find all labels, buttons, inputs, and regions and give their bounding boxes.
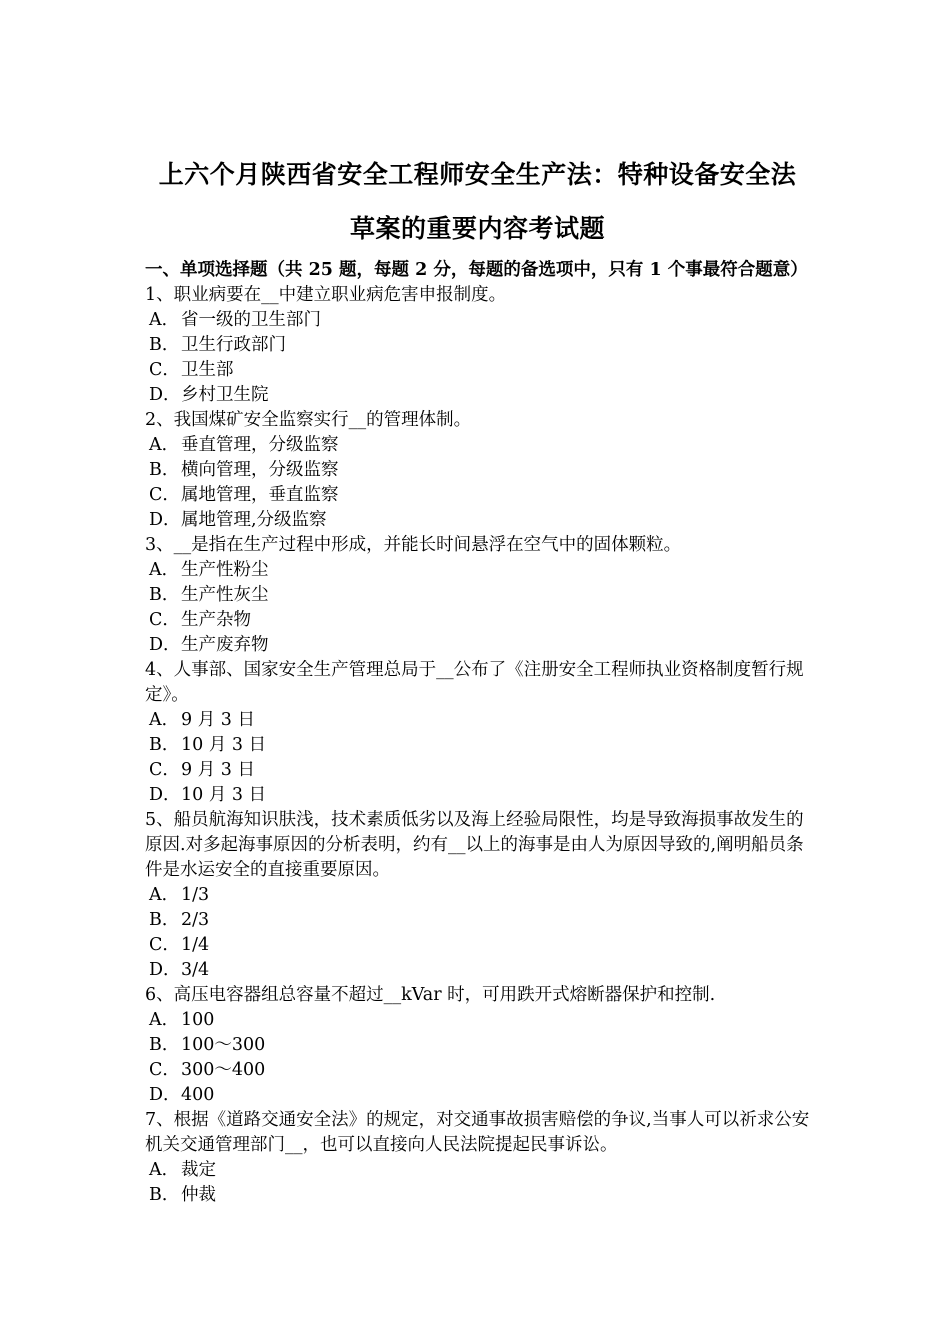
question-block [145,533,810,658]
option-letter: C． [149,485,180,505]
option-letter: A． [149,310,180,330]
option-text: 1/3 [181,885,210,905]
answer-option [145,383,810,408]
option-letter: A． [149,560,180,580]
option-letter: B． [149,735,180,755]
option-text: 400 [181,1085,215,1105]
option-text: 10 月 3 日 [181,785,267,805]
option-text: 乡村卫生院 [181,385,269,405]
answer-option [145,1058,810,1083]
option-text: 300～400 [181,1060,266,1080]
question-text: 1、职业病要在__中建立职业病危害申报制度。 [145,285,507,305]
option-text: 垂直管理，分级监察 [181,435,339,455]
answer-option [145,1008,810,1033]
document-page [145,148,810,1208]
answer-option [145,483,810,508]
option-text: 2/3 [181,910,210,930]
option-letter: C． [149,1060,180,1080]
answer-option [145,708,810,733]
option-text: 1/4 [181,935,210,955]
option-text: 裁定 [181,1160,216,1180]
option-text: 生产性粉尘 [181,560,269,580]
question-block [145,408,810,533]
option-letter: A． [149,885,180,905]
option-letter: A． [149,710,180,730]
option-letter: A． [149,1010,180,1030]
question-list [145,283,810,1208]
question-text: 7、根据《道路交通安全法》的规定，对交通事故损害赔偿的争议,当事人可以祈求公安机关交通管理部门__，也可以直接向人民法院提起民事诉讼。 [145,1110,810,1155]
option-letter: B． [149,1185,180,1205]
answer-option [145,508,810,533]
question-text: 6、高压电容器组总容量不超过__kVar 时，可用跌开式熔断器保护和控制. [145,985,716,1005]
question-block [145,983,810,1108]
option-letter: C． [149,935,180,955]
option-letter: A． [149,1160,180,1180]
option-text: 9 月 3 日 [181,760,255,780]
answer-option [145,583,810,608]
question-text: 5、船员航海知识肤浅，技术素质低劣以及海上经验局限性，均是导致海损事故发生的原因.对多起海事原因的分析表明，约有__以上的海事是由人为原因导致的,阐明船员条件是水运安全的直接重要原因。 [145,810,804,880]
option-letter: D． [149,785,181,805]
option-text: 生产废弃物 [181,635,269,655]
answer-option [145,758,810,783]
answer-option [145,608,810,633]
question-block [145,808,810,983]
answer-option [145,933,810,958]
option-text: 生产杂物 [181,610,251,630]
question-text: 3、__是指在生产过程中形成，并能长时间悬浮在空气中的固体颗粒。 [145,535,682,555]
answer-option [145,958,810,983]
option-text: 卫生部 [181,360,234,380]
option-letter: B． [149,335,180,355]
option-letter: D． [149,1085,181,1105]
option-text: 生产性灰尘 [181,585,269,605]
answer-option [145,633,810,658]
option-letter: B． [149,585,180,605]
answer-option [145,1083,810,1108]
option-text: 100～300 [181,1035,266,1055]
option-letter: D． [149,635,181,655]
option-letter: C． [149,610,180,630]
option-letter: D． [149,960,181,980]
answer-option [145,883,810,908]
option-text: 100 [181,1010,215,1030]
answer-option [145,733,810,758]
question-block [145,1108,810,1208]
option-letter: C． [149,760,180,780]
option-text: 10 月 3 日 [181,735,267,755]
option-text: 仲裁 [181,1185,216,1205]
answer-option [145,333,810,358]
option-letter: B． [149,1035,180,1055]
option-letter: A． [149,435,180,455]
answer-option [145,358,810,383]
option-text: 3/4 [181,960,210,980]
question-text: 4、人事部、国家安全生产管理总局于__公布了《注册安全工程师执业资格制度暂行规定》。 [145,660,804,705]
option-text: 横向管理，分级监察 [181,460,339,480]
answer-option [145,458,810,483]
option-letter: C． [149,360,180,380]
answer-option [145,1183,810,1208]
answer-option [145,433,810,458]
answer-option [145,1033,810,1058]
option-letter: B． [149,910,180,930]
answer-option [145,783,810,808]
answer-option [145,1158,810,1183]
option-text: 属地管理，垂直监察 [181,485,339,505]
answer-option [145,908,810,933]
option-text: 属地管理,分级监察 [181,510,327,530]
option-letter: B． [149,460,180,480]
question-text: 2、我国煤矿安全监察实行__的管理体制。 [145,410,472,430]
section-header: 一、单项选择题（共 25 题，每题 2 分，每题的备选项中，只有 1 个事最符合题意） [145,260,808,280]
option-text: 9 月 3 日 [181,710,255,730]
question-block [145,283,810,408]
title-line-1: 上六个月陕西省安全工程师安全生产法：特种设备安全法 [158,160,797,189]
option-letter: D． [149,510,181,530]
title-line-2: 草案的重要内容考试题 [349,214,605,243]
answer-option [145,558,810,583]
option-text: 卫生行政部门 [181,335,286,355]
answer-option [145,308,810,333]
option-text: 省一级的卫生部门 [181,310,321,330]
option-letter: D． [149,385,181,405]
document-title [145,148,810,256]
question-block [145,658,810,808]
